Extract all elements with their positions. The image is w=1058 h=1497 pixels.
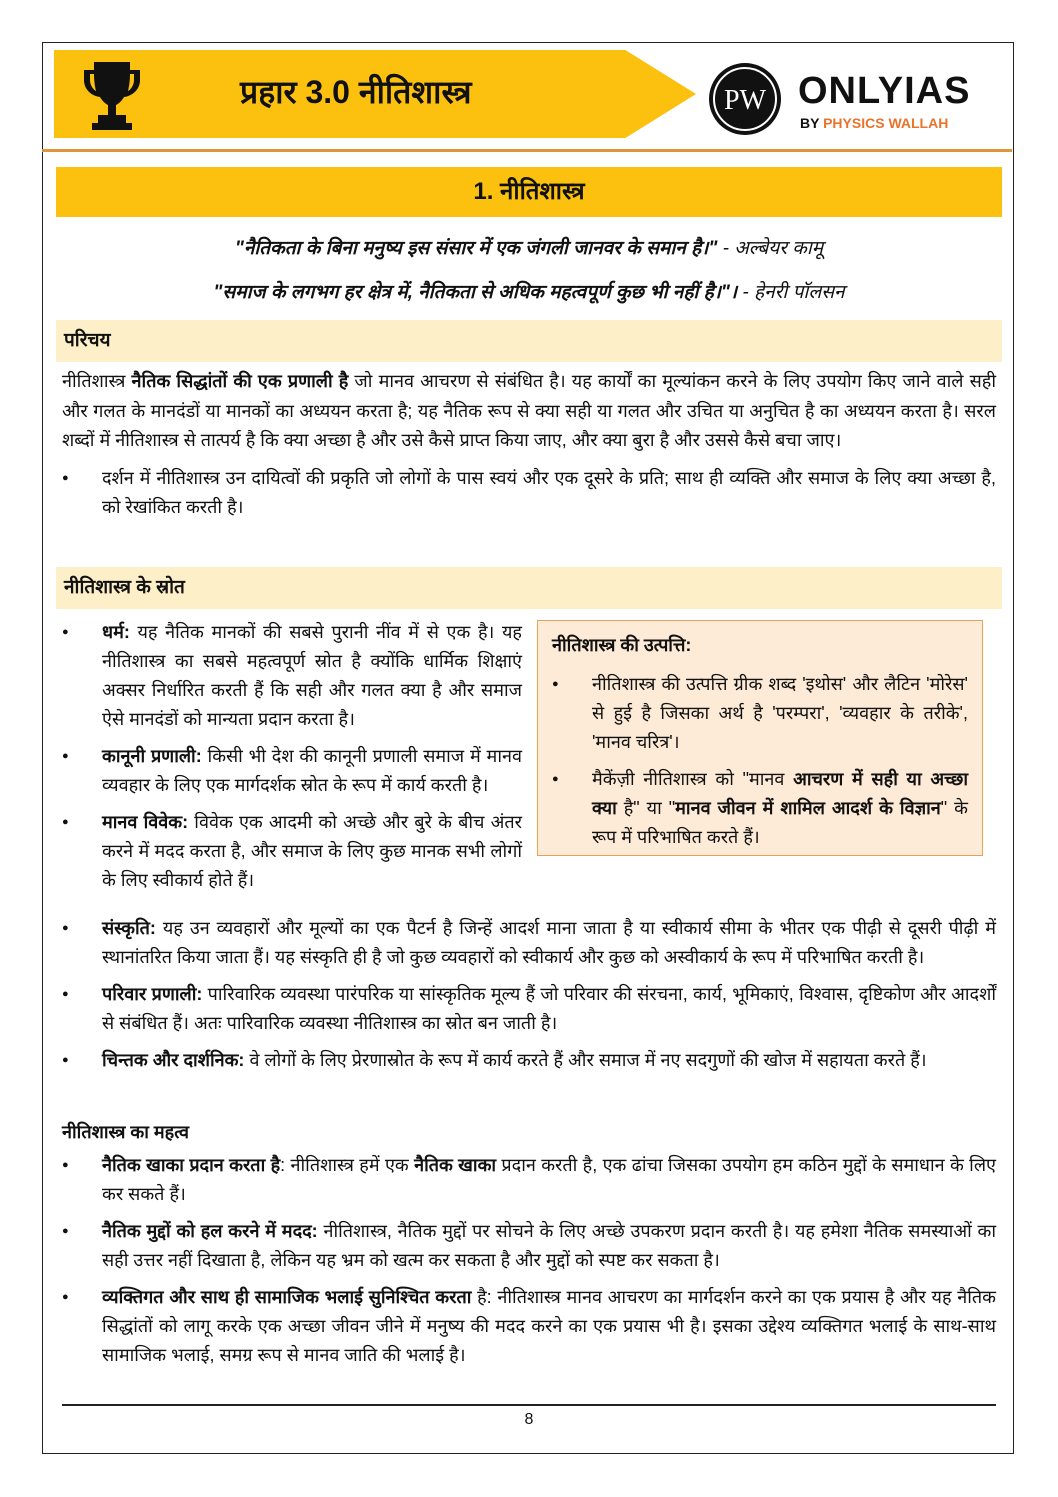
quote-text: "समाज के लगभग हर क्षेत्र में, नैतिकता से अधिक महत्वपूर्ण कुछ भी नहीं है।"।: [213, 282, 738, 303]
item-text: विवेक एक आदमी को अच्छे और बुरे के बीच अंतर करने में मदद करता है, और समाज के लिए कुछ मानक सभी लोगों के लिए स्वीकार्य होते हैं।: [102, 812, 523, 890]
item-label: चिन्तक और दार्शनिक:: [102, 1050, 245, 1070]
quote-author: - हेनरी पॉलसन: [742, 282, 845, 303]
bold-text: नैतिक खाका: [414, 1155, 497, 1175]
quote-1: [0, 234, 1058, 260]
bold-text: नैतिक सिद्धांतों की एक प्रणाली है: [131, 371, 349, 391]
bold-text: मानव जीवन में शामिल आदर्श के विज्ञान: [675, 798, 941, 818]
item-text: पारिवारिक व्यवस्था पारंपरिक या सांस्कृतिक मूल्य हैं जो परिवार की संरचना, कार्य, भूमिकाएं, विश्वास, दृष्टिकोण और आदर्शों से संबंधित हैं। अतः पारिवारिक व्यवस्था नीतिशास्त्र का स्रोत बन जाती है।: [102, 984, 996, 1033]
logo-by: BY: [800, 115, 820, 131]
item-text: प्रदान करती है, एक ढांचा जिसका उपयोग हम कठिन मुद्दों के समाधान के लिए कर सकते हैं।: [102, 1155, 996, 1204]
item-label: नैतिक खाका प्रदान करता है: [102, 1155, 281, 1175]
logo-byline: [800, 115, 948, 131]
text: मैकेंज़ी नीतिशास्त्र को "मानव: [592, 769, 794, 789]
page-number: 8: [524, 1411, 534, 1428]
heading-importance: नीतिशास्त्र का महत्व: [62, 1122, 190, 1142]
onlyias-logo: ONLYIAS: [798, 70, 971, 112]
document-title: प्रहार 3.0 नीतिशास्त्र: [240, 74, 472, 110]
list-item: [62, 980, 996, 1038]
list-item: [62, 1151, 996, 1209]
list-item: [62, 1283, 996, 1370]
intro-paragraph: [62, 367, 996, 531]
text: है" या ": [616, 798, 676, 818]
list-item: [62, 742, 522, 800]
item-label: संस्कृति:: [102, 918, 156, 938]
item-text: : नीतिशास्त्र हमें एक: [280, 1155, 415, 1175]
origin-callout-box: [537, 620, 983, 856]
list-item: [62, 1217, 996, 1275]
bold-text: आचरण में सही या अच्छा क्या: [592, 769, 968, 818]
list-item: ● दर्शन में नीतिशास्त्र उन दायित्वों की प्रकृति जो लोगों के पास स्वयं और एक दूसरे के प्रति; साथ ही व्यक्ति और समाज के लिए क्या अच्छा है, को रेखांकित करती है।: [62, 464, 996, 523]
text: " के रूप में परिभाषित करते हैं।: [592, 798, 968, 847]
section-title: 1. नीतिशास्त्र: [56, 167, 1002, 217]
sources-list-top: [62, 618, 522, 903]
text: जो मानव आचरण से संबंधित है। यह कार्यों का मूल्यांकन करने के लिए उपयोग किए जाने वाले सही और गलत के मानदंडों या मानकों का अध्ययन करता है; यह नैतिक रूप से क्या सही या गलत और उचित या अनुचित है का अध्ययन करता है। सरल शब्दों में नीतिशास्त्र से तात्पर्य है कि क्या अच्छा है और उसे कैसे प्राप्त किया जाए, और क्या बुरा है और उससे कैसे बचा जाए।: [62, 371, 996, 450]
list-item: ● नीतिशास्त्र की उत्पत्ति ग्रीक शब्द 'इथोस' और लैटिन 'मोरेस' से हुई है जिसका अर्थ है 'परम्परा', 'व्यवहार के तरीके', 'मानव चरित्र'।: [552, 670, 968, 757]
heading-sources: नीतिशास्त्र के स्रोत: [56, 567, 1002, 609]
header-rule: [42, 149, 1012, 152]
item-label: कानूनी प्रणाली:: [102, 746, 202, 766]
heading-intro: परिचय: [56, 320, 1002, 362]
list-item: [552, 765, 968, 852]
item-label: नैतिक मुद्दों को हल करने में मदद:: [102, 1221, 318, 1241]
text: नीतिशास्त्र: [62, 371, 132, 391]
pw-logo-text: PW: [724, 85, 766, 116]
item-label: परिवार प्रणाली:: [102, 984, 203, 1004]
logo-brand: PHYSICS WALLAH: [823, 115, 949, 131]
quote-2: [0, 278, 1058, 304]
item-label: व्यक्तिगत और साथ ही सामाजिक भलाई सुनिश्चित करता: [102, 1287, 472, 1307]
pw-logo: [708, 62, 782, 136]
quote-author: - अल्बेयर कामू: [722, 238, 824, 259]
trophy-icon: [80, 60, 144, 130]
list-item: [62, 808, 522, 895]
sources-list-bottom: [62, 914, 996, 1083]
item-text: यह उन व्यवहारों और मूल्यों का एक पैटर्न है जिन्हें आदर्श माना जाता है या स्वीकार्य सीमा के भीतर एक पीढ़ी से दूसरी पीढ़ी में स्थानांतरित किया जाता हैं। यह संस्कृति ही है जो कुछ व्यवहारों को स्वीकार्य और कुछ को अस्वीकार्य के रूप में परिभाषित करती है।: [102, 918, 996, 967]
origin-heading: नीतिशास्त्र की उत्पत्ति:: [552, 635, 692, 655]
item-text: वे लोगों के लिए प्रेरणास्रोत के रूप में कार्य करते हैं और समाज में नए सदगुणों की खोज में सहायता करते हैं।: [244, 1050, 927, 1070]
item-text: किसी भी देश की कानूनी प्रणाली समाज में मानव व्यवहार के लिए एक मार्गदर्शक स्रोत के रूप में कार्य करती है।: [102, 746, 522, 795]
list-item: [62, 1046, 996, 1075]
item-label: धर्म:: [102, 622, 130, 642]
list-item: [62, 618, 522, 734]
importance-list: [62, 1151, 996, 1378]
quote-text: "नैतिकता के बिना मनुष्य इस संसार में एक जंगली जानवर के समान है।": [234, 238, 718, 259]
item-text: है: नीतिशास्त्र मानव आचरण का मार्गदर्शन करने का एक प्रयास है और यह नैतिक सिद्धांतों को लागू करके एक अच्छा जीवन जीने में मनुष्य की मदद करने का एक प्रयास भी है। इसका उद्देश्य व्यक्तिगत भलाई के साथ-साथ सामाजिक भलाई, समग्र रूप से मानव जाति की भलाई है।: [102, 1287, 997, 1365]
item-label: मानव विवेक:: [102, 812, 189, 832]
footer-rule: [62, 1404, 996, 1406]
list-item: [62, 914, 996, 972]
item-text: यह नैतिक मानकों की सबसे पुरानी नींव में से एक है। यह नीतिशास्त्र का सबसे महत्वपूर्ण स्रोत है क्योंकि धार्मिक शिक्षाएं अक्सर निर्धारित करती हैं कि सही और गलत क्या है और समाज ऐसे मानदंडों को मान्यता प्रदान करता है।: [102, 622, 522, 729]
item-text: नीतिशास्त्र, नैतिक मुद्दों पर सोचने के लिए अच्छे उपकरण प्रदान करती है। यह हमेशा नैतिक समस्याओं का सही उत्तर नहीं दिखाता है, लेकिन यह भ्रम को खत्म कर सकता है और मुद्दों को स्पष्ट कर सकता है।: [102, 1221, 996, 1270]
